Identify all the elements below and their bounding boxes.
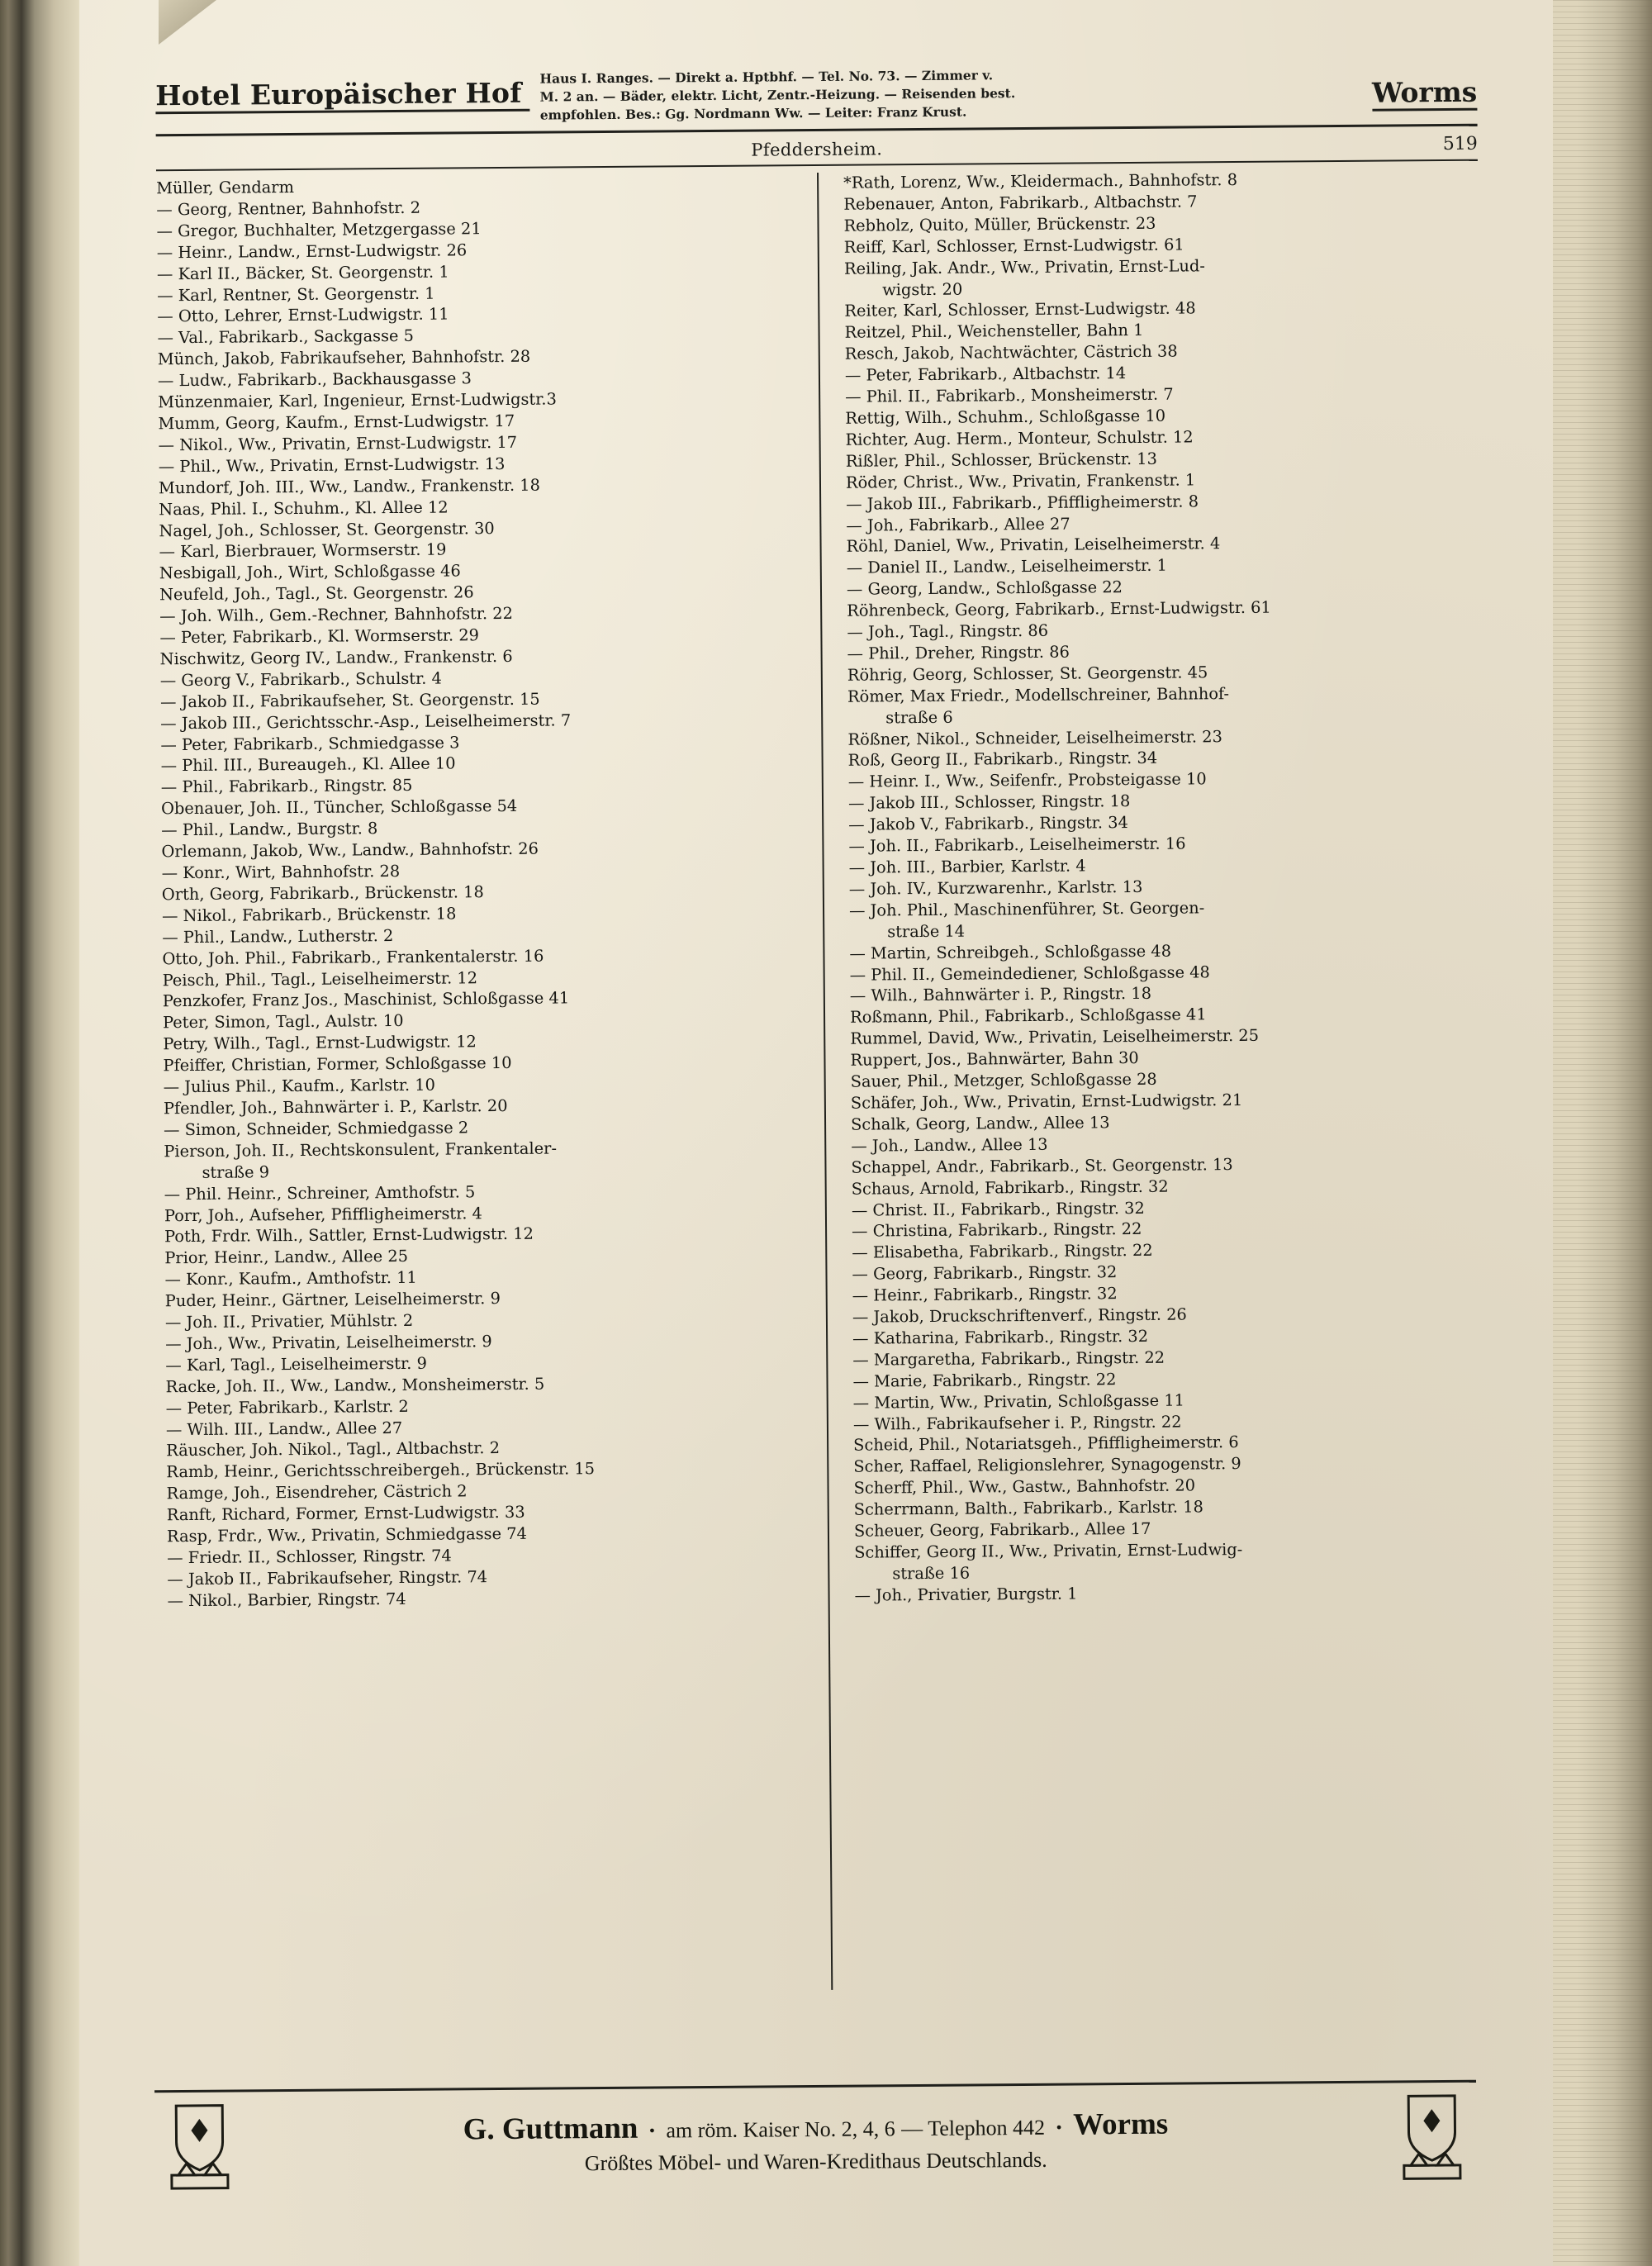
directory-entry: — Jakob III., Fabrikarb., Pfiffligheimerstr. 8: [846, 491, 1199, 514]
directory-entry: — Phil., Dreher, Ringstr. 86: [847, 642, 1070, 663]
directory-entry: — Karl II., Bäcker, St. Georgenstr. 1: [156, 262, 449, 283]
directory-entry: — Nikol., Barbier, Ringstr. 74: [167, 1589, 406, 1611]
directory-entry: — Phil., Fabrikarb., Ringstr. 85: [160, 776, 413, 797]
directory-entry: — Heinr. I., Ww., Seifenfr., Probsteigasse 10: [847, 769, 1207, 792]
directory-entry: — Peter, Fabrikarb., Kl. Wormserstr. 29: [159, 625, 480, 648]
directory-entry: — Heinr., Landw., Ernst-Ludwigstr. 26: [156, 240, 468, 262]
directory-entry: — Wilh. III., Landw., Allee 27: [165, 1418, 403, 1439]
directory-entry: — Joh., Privatier, Burgstr. 1: [854, 1584, 1078, 1605]
advert-separator-1: •: [648, 2121, 656, 2140]
directory-entry: — Karl, Bierbrauer, Wormserstr. 19: [159, 539, 447, 562]
directory-entry: Römer, Max Friedr., Modellschreiner, Bahnhof-: [847, 683, 1230, 706]
directory-entry: Scher, Raffael, Religionslehrer, Synagogenstr. 9: [853, 1454, 1241, 1477]
directory-entry: Reiter, Karl, Schlosser, Ernst-Ludwigstr. 48: [844, 298, 1196, 321]
advert-dash: —: [901, 2116, 928, 2140]
directory-entry: — Phil. III., Bureaugeh., Kl. Allee 10: [160, 753, 456, 776]
directory-entry: Pfeiffer, Christian, Former, Schloßgasse 10: [163, 1053, 512, 1076]
directory-entry: Obenauer, Joh. II., Tüncher, Schloßgasse 54: [160, 796, 518, 819]
directory-entry: straße 6: [885, 707, 953, 728]
directory-entry: — Georg, Fabrikarb., Ringstr. 32: [852, 1262, 1118, 1284]
directory-entry: Racke, Joh. II., Ww., Landw., Monsheimerstr. 5: [165, 1374, 545, 1396]
directory-entry: Sauer, Phil., Metzger, Schloßgasse 28: [850, 1069, 1157, 1091]
directory-entry: — Joh. II., Privatier, Mühlstr. 2: [164, 1310, 414, 1333]
directory-entry: Schappel, Andr., Fabrikarb., St. Georgenstr. 13: [851, 1154, 1233, 1177]
directory-entry: Rößner, Nikol., Schneider, Leiselheimerstr. 23: [847, 726, 1222, 749]
directory-entry: — Phil. Heinr., Schreiner, Amthofstr. 5: [164, 1181, 476, 1204]
directory-entry: — Peter, Fabrikarb., Altbachstr. 14: [844, 363, 1127, 385]
directory-entry: — Margaretha, Fabrikarb., Ringstr. 22: [852, 1347, 1165, 1370]
directory-entry: straße 9: [202, 1162, 270, 1182]
directory-entry: Rummel, David, Ww., Privatin, Leiselheimerstr. 25: [850, 1026, 1260, 1048]
hotel-description-line-2: M. 2 an. — Bäder, elektr. Licht, Zentr.-Heizung. — Reisenden best.: [539, 85, 1016, 105]
directory-entry: — Ludw., Fabrikarb., Backhausgasse 3: [157, 368, 472, 391]
directory-entry: — Phil., Landw., Burgstr. 8: [161, 819, 378, 840]
directory-entry: Schiffer, Georg II., Ww., Privatin, Ernst-Ludwig-: [854, 1540, 1243, 1562]
directory-entry: Pierson, Joh. II., Rechtskonsulent, Frankentaler-: [164, 1138, 558, 1162]
directory-entry: — Val., Fabrikarb., Sackgasse 5: [157, 326, 415, 348]
directory-entry: — Otto, Lehrer, Ernst-Ludwigstr. 11: [157, 304, 449, 326]
directory-entry: Nesbigall, Joh., Wirt, Schloßgasse 46: [159, 561, 461, 583]
directory-entry: — Karl, Rentner, St. Georgenstr. 1: [157, 283, 435, 305]
directory-entry: — Marie, Fabrikarb., Ringstr. 22: [852, 1369, 1117, 1391]
directory-entry: Reitzel, Phil., Weichensteller, Bahn 1: [844, 321, 1144, 343]
directory-entry: — Friedr. II., Schlosser, Ringstr. 74: [167, 1546, 452, 1568]
banner-city: Worms: [1372, 59, 1478, 112]
directory-entry: — Phil. II., Fabrikarb., Monsheimerstr. 7: [845, 384, 1174, 406]
directory-entry: Richter, Aug. Herm., Monteur, Schulstr. 12: [845, 427, 1194, 449]
directory-entry: Ramge, Joh., Eisendreher, Cästrich 2: [166, 1481, 468, 1504]
page-number: 519: [1442, 133, 1478, 155]
directory-entry: Naas, Phil. I., Schuhm., Kl. Allee 12: [159, 497, 449, 519]
directory-entry: straße 14: [887, 921, 966, 942]
directory-entry: — Simon, Schneider, Schmiedgasse 2: [164, 1118, 469, 1140]
hotel-description-line-1: Haus I. Ranges. — Direkt a. Hptbhf. — Tel. No. 73. — Zimmer v.: [539, 67, 994, 87]
directory-entry: — Wilh., Fabrikaufseher i. P., Ringstr. 22: [852, 1412, 1182, 1434]
directory-entry: Peisch, Phil., Tagl., Leiselheimerstr. 12: [162, 967, 478, 990]
directory-entry: — Joh. III., Barbier, Karlstr. 4: [848, 856, 1086, 877]
directory-entry: Schäfer, Joh., Ww., Privatin, Ernst-Ludwigstr. 21: [850, 1090, 1243, 1113]
running-head-place: Pfeddersheim.: [751, 139, 883, 160]
directory-entry: — Daniel II., Landw., Leiselheimerstr. 1: [846, 555, 1168, 578]
advert-separator-2: •: [1056, 2118, 1062, 2137]
scanned-page: [79, 0, 1553, 2266]
hotel-description-line-3: empfohlen. Bes.: Gg. Nordmann Ww. — Leiter: Franz Krust.: [539, 103, 967, 123]
directory-entry: Puder, Heinr., Gärtner, Leiselheimerstr. 9: [164, 1289, 501, 1311]
directory-entry: — Nikol., Ww., Privatin, Ernst-Ludwigstr. 17: [158, 432, 518, 455]
directory-entry: Pfendler, Joh., Bahnwärter i. P., Karlstr. 20: [163, 1095, 508, 1119]
directory-entry: — Georg V., Fabrikarb., Schulstr. 4: [159, 668, 442, 691]
directory-entry: Mumm, Georg, Kaufm., Ernst-Ludwigstr. 17: [158, 411, 515, 434]
directory-entry: — Elisabetha, Fabrikarb., Ringstr. 22: [852, 1241, 1153, 1263]
directory-entry: — Jakob II., Fabrikaufseher, Ringstr. 74: [167, 1567, 488, 1589]
directory-entry: — Phil. II., Gemeindediener, Schloßgasse 48: [849, 962, 1210, 985]
directory-entry: — Peter, Fabrikarb., Karlstr. 2: [165, 1396, 409, 1418]
directory-entry: — Martin, Ww., Privatin, Schloßgasse 11: [852, 1390, 1185, 1413]
advert-tagline: Größtes Möbel- und Waren-Kredithaus Deutschlands.: [584, 2147, 1047, 2175]
top-banner-advert: [155, 59, 1478, 137]
directory-entry: — Phil., Landw., Lutherstr. 2: [162, 925, 394, 947]
directory-entry: — Joh. II., Fabrikarb., Leiselheimerstr. 16: [848, 834, 1186, 856]
advert-phone: Telephon 442: [928, 2115, 1046, 2140]
directory-entry: Schaus, Arnold, Fabrikarb., Ringstr. 32: [851, 1176, 1169, 1199]
directory-entry: Rißler, Phil., Schlosser, Brückenstr. 13: [845, 449, 1157, 471]
directory-entry: Neufeld, Joh., Tagl., St. Georgenstr. 26: [159, 582, 474, 605]
directory-entry: — Gregor, Buchhalter, Metzgergasse 21: [156, 219, 482, 241]
directory-column-left: [156, 173, 831, 1995]
directory-entry: Orlemann, Jakob, Ww., Landw., Bahnhofstr. 26: [161, 838, 539, 862]
directory-entry: — Jakob III., Schlosser, Ringstr. 18: [847, 791, 1131, 814]
directory-entry: Peter, Simon, Tagl., Aulstr. 10: [162, 1011, 404, 1033]
directory-entry: — Julius Phil., Kaufm., Karlstr. 10: [163, 1075, 436, 1097]
advert-city: Worms: [1072, 2107, 1169, 2142]
page-content: [155, 59, 1492, 1995]
directory-entry: Ramb, Heinr., Gerichtsschreibergeh., Brückenstr. 15: [166, 1459, 596, 1482]
directory-entry: Roßmann, Phil., Fabrikarb., Schloßgasse 41: [849, 1005, 1207, 1028]
directory-entry: — Katharina, Fabrikarb., Ringstr. 32: [852, 1326, 1149, 1348]
directory-entry: — Phil., Ww., Privatin, Ernst-Ludwigstr. 13: [158, 454, 506, 477]
directory-entry: Ruppert, Jos., Bahnwärter, Bahn 30: [850, 1048, 1139, 1070]
directory-entry: — Jakob III., Gerichtsschr.-Asp., Leiselheimerstr. 7: [160, 710, 572, 733]
directory-entry: Müller, Gendarm: [156, 177, 295, 198]
bottom-banner-advert: [154, 2080, 1477, 2192]
directory-entry: *Rath, Lorenz, Ww., Kleidermach., Bahnhofstr. 8: [843, 169, 1238, 192]
directory-entry: Ranft, Richard, Former, Ernst-Ludwigstr. 33: [166, 1503, 525, 1525]
directory-columns: [156, 159, 1492, 1995]
shield-emblem-left-icon: [154, 2100, 244, 2192]
directory-entry: — Joh. Wilh., Gem.-Rechner, Bahnhofstr. 22: [159, 604, 514, 626]
directory-entry: Rasp, Frdr., Ww., Privatin, Schmiedgasse 74: [166, 1523, 527, 1546]
directory-entry: — Jakob II., Fabrikaufseher, St. Georgenstr. 15: [159, 689, 540, 712]
directory-entry: — Heinr., Fabrikarb., Ringstr. 32: [852, 1284, 1118, 1305]
directory-entry: Otto, Joh. Phil., Fabrikarb., Frankentalerstr. 16: [162, 946, 544, 968]
advert-address: am röm. Kaiser No. 2, 4, 6: [666, 2116, 895, 2142]
directory-entry: Schalk, Georg, Landw., Allee 13: [850, 1113, 1110, 1134]
directory-entry: Rettig, Wilh., Schuhm., Schloßgasse 10: [845, 406, 1166, 428]
directory-entry: Röhrenbeck, Georg, Fabrikarb., Ernst-Ludwigstr. 61: [847, 597, 1271, 620]
hotel-description: [529, 60, 1372, 125]
directory-entry: straße 16: [892, 1563, 971, 1584]
directory-entry: — Peter, Fabrikarb., Schmiedgasse 3: [160, 732, 460, 754]
directory-entry: Prior, Heinr., Landw., Allee 25: [164, 1247, 409, 1268]
directory-entry: — Georg, Rentner, Bahnhofstr. 2: [156, 197, 421, 220]
directory-entry: — Wilh., Bahnwärter i. P., Ringstr. 18: [849, 984, 1152, 1006]
directory-entry: Rebholz, Quito, Müller, Brückenstr. 23: [843, 213, 1156, 235]
directory-entry: Petry, Wilh., Tagl., Ernst-Ludwigstr. 12: [163, 1032, 477, 1054]
directory-entry: — Jakob, Druckschriftenverf., Ringstr. 26: [852, 1304, 1187, 1327]
directory-entry: wigstr. 20: [882, 279, 963, 299]
directory-entry: — Joh. IV., Kurzwarenhr., Karlstr. 13: [848, 876, 1143, 899]
directory-entry: Reiling, Jak. Andr., Ww., Privatin, Ernst-Lud-: [843, 255, 1205, 278]
advert-text: [244, 2104, 1388, 2178]
directory-entry: Röder, Christ., Ww., Privatin, Frankenstr. 1: [845, 470, 1196, 492]
directory-entry: Porr, Joh., Aufseher, Pfiffligheimerstr. 4: [164, 1203, 483, 1225]
directory-entry: Resch, Jakob, Nachtwächter, Cästrich 38: [844, 341, 1178, 363]
directory-entry: — Christina, Fabrikarb., Ringstr. 22: [852, 1219, 1142, 1242]
directory-entry: — Joh., Ww., Privatin, Leiselheimerstr. 9: [165, 1332, 492, 1354]
directory-entry: Röhl, Daniel, Ww., Privatin, Leiselheimerstr. 4: [846, 534, 1221, 557]
directory-entry: Nischwitz, Georg IV., Landw., Frankenstr. 6: [159, 646, 513, 669]
directory-entry: — Joh. Phil., Maschinenführer, St. Georgen-: [848, 898, 1205, 920]
directory-entry: Roß, Georg II., Fabrikarb., Ringstr. 34: [847, 748, 1158, 771]
directory-entry: Münch, Jakob, Fabrikaufseher, Bahnhofstr. 28: [157, 346, 531, 369]
directory-entry: — Christ. II., Fabrikarb., Ringstr. 32: [851, 1198, 1145, 1220]
advert-company-name: G. Guttmann: [463, 2111, 638, 2146]
book-gutter-shadow: [0, 0, 79, 2266]
directory-entry: — Jakob V., Fabrikarb., Ringstr. 34: [848, 813, 1128, 834]
directory-entry: Orth, Georg, Fabrikarb., Brückenstr. 18: [161, 882, 484, 905]
directory-entry: Reiff, Karl, Schlosser, Ernst-Ludwigstr. 61: [843, 235, 1184, 257]
directory-entry: Röhrig, Georg, Schlosser, St. Georgenstr. 45: [847, 663, 1208, 685]
directory-entry: — Joh., Tagl., Ringstr. 86: [847, 620, 1049, 642]
directory-entry: Scherff, Phil., Ww., Gastw., Bahnhofstr. 20: [853, 1475, 1196, 1498]
directory-entry: — Joh., Fabrikarb., Allee 27: [846, 514, 1070, 535]
directory-entry: — Konr., Wirt, Bahnhofstr. 28: [161, 861, 401, 883]
directory-column-right: [817, 168, 1492, 1990]
directory-entry: Scherrmann, Balth., Fabrikarb., Karlstr. 18: [853, 1497, 1203, 1519]
directory-entry: Penzkofer, Franz Jos., Maschinist, Schloßgasse 41: [162, 988, 570, 1011]
directory-entry: Nagel, Joh., Schlosser, St. Georgenstr. 30: [159, 518, 495, 540]
directory-entry: — Nikol., Fabrikarb., Brückenstr. 18: [161, 904, 457, 926]
shield-emblem-right-icon: [1387, 2091, 1477, 2183]
directory-entry: Räuscher, Joh. Nikol., Tagl., Altbachstr. 2: [166, 1438, 501, 1461]
directory-entry: — Karl, Tagl., Leiselheimerstr. 9: [165, 1353, 427, 1375]
directory-entry: Scheid, Phil., Notariatsgeh., Pfiffligheimerstr. 6: [853, 1432, 1239, 1456]
directory-entry: Rebenauer, Anton, Fabrikarb., Altbachstr. 7: [843, 192, 1198, 214]
directory-entry: — Konr., Kaufm., Amthofstr. 11: [164, 1268, 417, 1290]
hotel-name: Hotel Europäischer Hof: [155, 67, 530, 115]
directory-entry: Poth, Frdr. Wilh., Sattler, Ernst-Ludwigstr. 12: [164, 1224, 534, 1247]
directory-entry: Scheuer, Georg, Fabrikarb., Allee 17: [853, 1518, 1151, 1541]
directory-entry: — Georg, Landw., Schloßgasse 22: [846, 577, 1123, 599]
directory-entry: Münzenmaier, Karl, Ingenieur, Ernst-Ludwigstr.3: [158, 389, 557, 412]
directory-entry: Mundorf, Joh. III., Ww., Landw., Frankenstr. 18: [158, 475, 541, 497]
book-page-edges: [1553, 0, 1652, 2266]
directory-entry: — Martin, Schreibgeh., Schloßgasse 48: [849, 941, 1172, 963]
directory-entry: — Joh., Landw., Allee 13: [851, 1134, 1048, 1156]
